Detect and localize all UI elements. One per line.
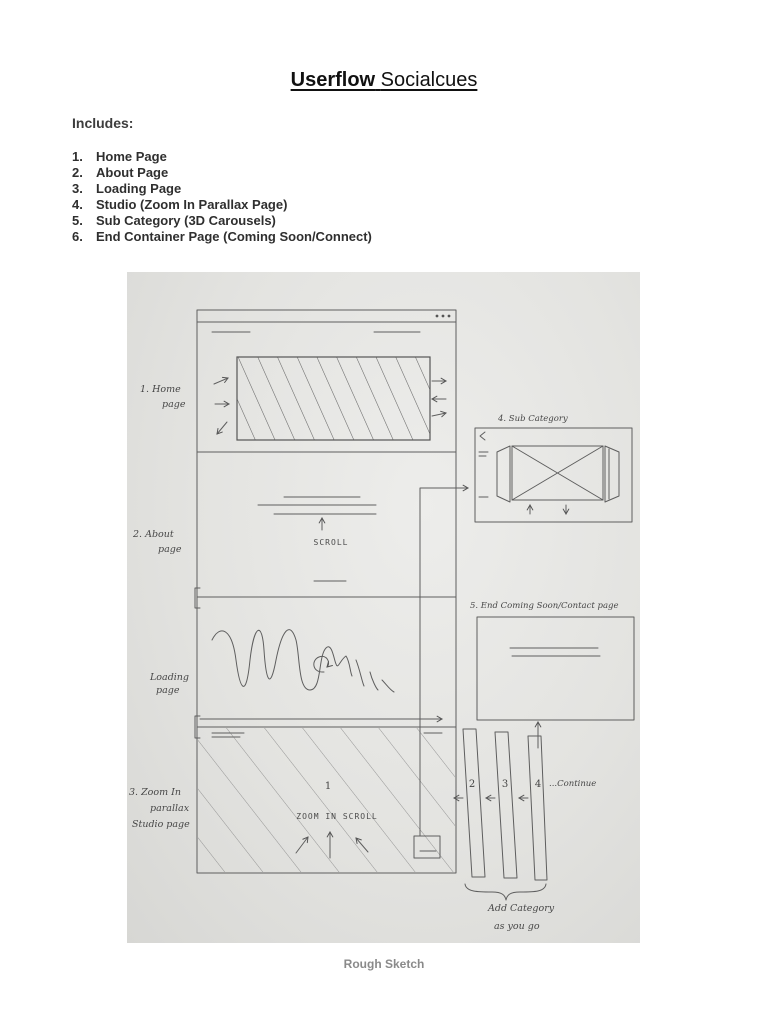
category-strips — [454, 729, 547, 880]
studio-page-label: 3. Zoom In — [129, 787, 182, 798]
home-hero-placeholder — [237, 357, 430, 440]
browser-window-dots — [436, 315, 451, 318]
add-category-label: as you go — [494, 921, 540, 932]
list-item-text: End Container Page (Coming Soon/Connect) — [96, 229, 372, 244]
figure-caption: Rough Sketch — [343, 957, 425, 971]
list-item-text: Studio (Zoom In Parallax Page) — [96, 197, 288, 212]
list-item — [72, 213, 372, 229]
title-bold-part: Userflow — [290, 69, 376, 91]
strip-number: 4 — [534, 779, 542, 790]
list-item-number: 4. — [72, 197, 83, 212]
about-page-label: 2. About — [133, 529, 174, 540]
scroll-text: SCROLL — [313, 538, 349, 547]
studio-page-label: Studio page — [132, 819, 190, 830]
list-item-text: About Page — [96, 165, 169, 180]
list-item — [72, 197, 372, 213]
pages-list — [72, 149, 372, 245]
list-item-text: Loading Page — [96, 181, 182, 196]
list-item — [72, 165, 372, 181]
end-page-label: 5. End Coming Soon/Contact page — [470, 601, 619, 611]
sketch-drawing — [127, 272, 640, 943]
document-title — [0, 67, 768, 93]
sub-category-label: 4. Sub Category — [498, 414, 568, 424]
list-item-text: Home Page — [96, 149, 167, 164]
strip-number: 3 — [501, 779, 509, 790]
strip-number: 2 — [468, 779, 476, 790]
loading-page-label: page — [156, 685, 180, 696]
zoom-in-scroll-text: ZOOM IN SCROLL — [296, 812, 378, 821]
home-page-label: page — [162, 399, 186, 410]
list-item-number: 5. — [72, 213, 83, 228]
studio-page-label: parallax — [150, 803, 190, 814]
home-page-label: 1. Home — [140, 384, 181, 395]
list-item — [72, 181, 372, 197]
list-item — [72, 149, 372, 165]
continue-label: ...Continue — [549, 779, 597, 789]
loading-page-label: Loading — [150, 672, 190, 683]
list-item-number: 6. — [72, 229, 83, 244]
title-underline — [291, 69, 478, 91]
sub-category-wireframe — [475, 428, 632, 522]
end-page-wireframe — [477, 617, 634, 748]
sketch-photo — [127, 272, 640, 943]
studio-hatch-background — [198, 728, 455, 872]
list-item-number: 3. — [72, 181, 83, 196]
title-regular-part: Socialcues — [380, 69, 478, 91]
add-category-label: Add Category — [488, 903, 555, 914]
list-item-text: Sub Category (3D Carousels) — [96, 213, 276, 228]
list-item-number: 1. — [72, 149, 83, 164]
includes-heading: Includes: — [72, 115, 134, 131]
studio-number: 1 — [324, 781, 332, 792]
list-item — [72, 229, 372, 245]
list-item-number: 2. — [72, 165, 83, 180]
strips-brace — [465, 884, 546, 900]
about-page-label: page — [158, 544, 182, 555]
loading-squiggle — [212, 630, 394, 692]
